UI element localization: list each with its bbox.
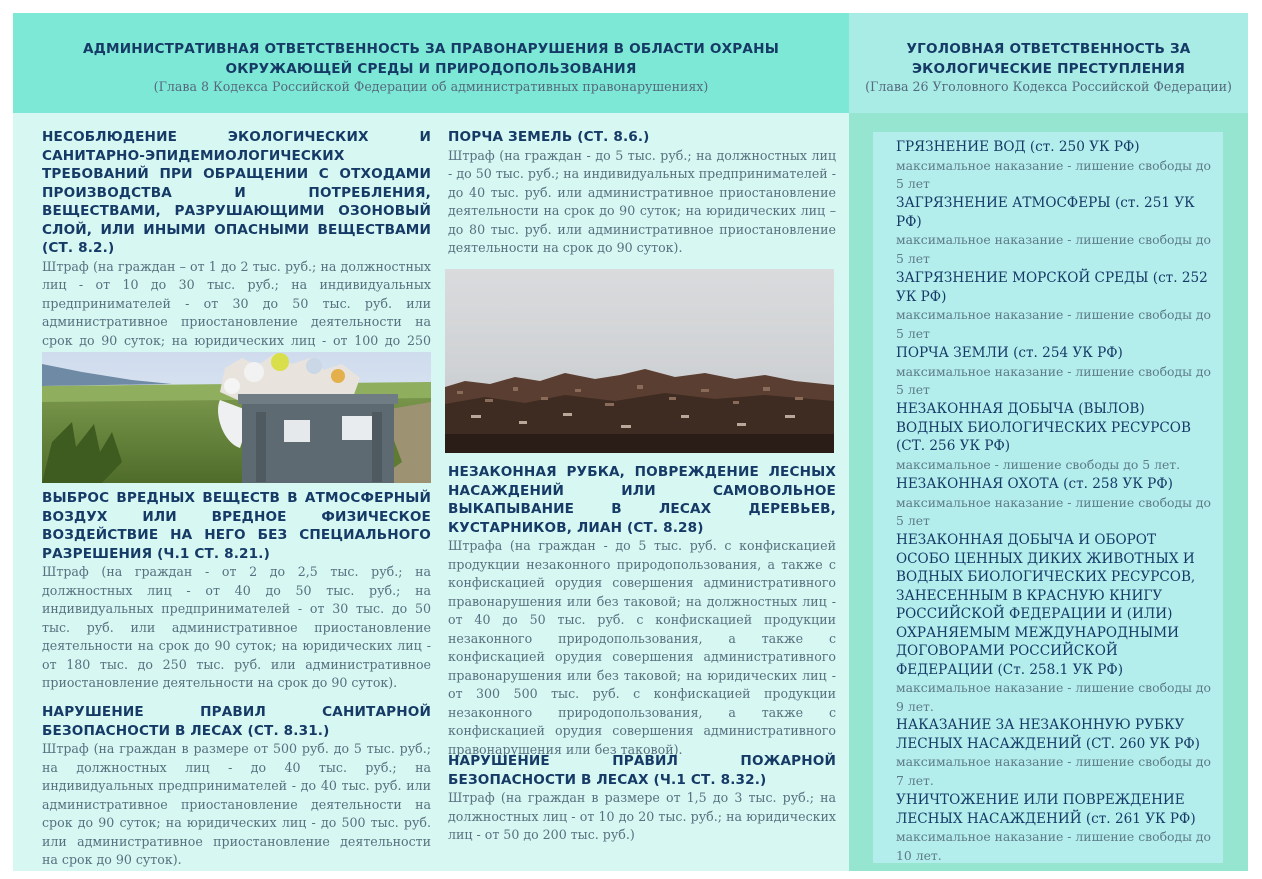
admin-section-fire-safety xyxy=(448,752,836,845)
section-heading: НАРУШЕНИЕ ПРАВИЛ САНИТАРНОЙ БЕЗОПАСНОСТИ В ЛЕСАХ (СТ. 8.31.) xyxy=(42,704,431,739)
criminal-item-penalty: максимальное наказание - лишение свободы до 5 лет xyxy=(896,307,1212,341)
criminal-item-title: ГРЯЗНЕНИЕ ВОД (ст. 250 УК РФ) xyxy=(896,139,1140,155)
section-body: Штраф (на граждан – от 1 до 2 тыс. руб.; на должностных лиц - от 10 до 30 тыс. руб.; на индивидуальных предпринимателей - от 30 до 50 тыс. руб. или административное приостановление деятельности на срок до 90 суток; на юридических лиц - от 100 до 250 xyxy=(42,258,431,348)
landfill-image xyxy=(445,269,834,453)
criminal-item-water xyxy=(896,138,1214,194)
criminal-item-rare-species xyxy=(896,531,1214,716)
criminal-item-penalty: максимальное наказание - лишение свободы до 5 лет xyxy=(896,232,1212,266)
criminal-header-title: УГОЛОВНАЯ ОТВЕТСТВЕННОСТЬ ЗА ЭКОЛОГИЧЕСКИЕ ПРЕСТУПЛЕНИЯ xyxy=(906,41,1191,77)
landfill-photo xyxy=(445,269,834,453)
criminal-item-title: НЕЗАКОННАЯ ДОБЫЧА (ВЫЛОВ) ВОДНЫХ БИОЛОГИЧЕСКИХ РЕСУРСОВ (СТ. 256 УК РФ) xyxy=(896,401,1191,454)
criminal-item-fishing xyxy=(896,400,1214,474)
criminal-item-penalty: максимальное наказание - лишение свободы до 10 лет. xyxy=(896,829,1212,863)
criminal-item-forest-destruction xyxy=(896,791,1214,865)
admin-section-waste xyxy=(42,128,431,387)
criminal-item-illegal-logging xyxy=(896,716,1214,790)
section-body: Штрафа (на граждан - до 5 тыс. руб. с конфискацией продукции незаконного природопользования, а также с конфискацией орудия совершения административного правонарушения или без таковой; на должностных лиц - от 40 до 50 тыс. руб. с конфискацией продукции незаконного природопользования, а также с конфискацией орудия совершения административного правонарушения или без таковой; на юридических лиц - от 300 500 тыс. руб. с конфискацией продукции незаконного природопользования, а также с конфискацией орудия совершения административного правонарушения или без таковой). xyxy=(448,538,836,757)
criminal-item-title: ЗАГРЯЗНЕНИЕ МОРСКОЙ СРЕДЫ (ст. 252 УК РФ) xyxy=(896,270,1208,305)
section-body: Штраф (на граждан - до 5 тыс. руб.; на должностных лиц - до 50 тыс. руб.; на индивидуальных предпринимателей - до 40 тыс. руб. или административное приостановление деятельности на срок до 90 суток; на юридических лиц – до 80 тыс. руб. или административное приостановление деятельности на срок до 90 суток). xyxy=(448,147,836,255)
admin-header xyxy=(13,13,849,113)
section-heading: НАРУШЕНИЕ ПРАВИЛ ПОЖАРНОЙ БЕЗОПАСНОСТИ В ЛЕСАХ (Ч.1 СТ. 8.32.) xyxy=(448,753,836,788)
section-body: Штраф (на граждан - от 2 до 2,5 тыс. руб.; на должностных лиц - от 40 до 50 тыс. руб.; на индивидуальных предпринимателей - от 30 тыс. до 50 тыс. руб. или административное приостановление деятельности на срок до 90 суток; на юридических лиц - от 180 тыс. до 250 тыс. руб. или административное приостановление деятельности на срок до 90 суток). xyxy=(42,564,431,690)
trash-bin-photo xyxy=(42,352,431,483)
admin-section-sanitary xyxy=(42,703,431,870)
criminal-item-title: ЗАГРЯЗНЕНИЕ АТМОСФЕРЫ (ст. 251 УК РФ) xyxy=(896,195,1195,230)
admin-section-land xyxy=(448,128,836,258)
admin-header-title: АДМИНИСТРАТИВНАЯ ОТВЕТСТВЕННОСТЬ ЗА ПРАВОНАРУШЕНИЯ В ОБЛАСТИ ОХРАНЫ ОКРУЖАЮЩЕЙ СРЕДЫ И ПРИРОДОПОЛЬЗОВАНИЯ xyxy=(82,41,780,77)
criminal-item-title: НЕЗАКОННАЯ ДОБЫЧА И ОБОРОТ ОСОБО ЦЕННЫХ ДИКИХ ЖИВОТНЫХ И ВОДНЫХ БИОЛОГИЧЕСКИХ РЕСУРСОВ, ЗАНЕСЕННЫМ В КРАСНУЮ КНИГУ РОССИЙСКОЙ ФЕДЕРАЦИИ И (ИЛИ) ОХРАНЯЕМЫМ МЕЖДУНАРОДНЫМИ ДОГОВОРАМИ РОССИЙСКОЙ ФЕДЕРАЦИИ (Ст. 258.1 УК РФ) xyxy=(896,532,1196,678)
criminal-item-penalty: максимальное - лишение свободы до 5 лет. xyxy=(896,456,1181,472)
trash-bin-image xyxy=(42,352,431,483)
criminal-item-land xyxy=(896,344,1214,400)
section-heading: ПОРЧА ЗЕМЕЛЬ (СТ. 8.6.) xyxy=(448,129,650,145)
section-heading: ВЫБРОС ВРЕДНЫХ ВЕЩЕСТВ В АТМОСФЕРНЫЙ ВОЗДУХ ИЛИ ВРЕДНОЕ ФИЗИЧЕСКОЕ ВОЗДЕЙСТВИЕ НА НЕГО БЕЗ СПЕЦИАЛЬНОГО РАЗРЕШЕНИЯ (Ч.1 СТ. 8.21.) xyxy=(42,490,431,562)
section-body: Штраф (на граждан в размере от 1,5 до 3 тыс. руб.; на должностных лиц - от 10 до 20 тыс. руб.; на юридических лиц - от 50 до 200 тыс. руб.) xyxy=(448,790,836,842)
section-heading: НЕЗАКОННАЯ РУБКА, ПОВРЕЖДЕНИЕ ЛЕСНЫХ НАСАЖДЕНИЙ ИЛИ САМОВОЛЬНОЕ ВЫКАПЫВАНИЕ В ЛЕСАХ ДЕРЕВЬЕВ, КУСТАРНИКОВ, ЛИАН (СТ. 8.28) xyxy=(448,464,836,536)
section-body: Штраф (на граждан в размере от 500 руб. до 5 тыс. руб.; на должностных лиц - до 40 тыс. руб.; на индивидуальных предпринимателей - до 40 тыс. руб. или административное приостановление деятельности на срок до 90 суток; на юридических лиц - до 500 тыс. руб. или административное приостановление деятельности на срок до 90 суток). xyxy=(42,741,431,867)
criminal-item-title: НАКАЗАНИЕ ЗА НЕЗАКОННУЮ РУБКУ ЛЕСНЫХ НАСАЖДЕНИЙ (СТ. 260 УК РФ) xyxy=(896,717,1200,752)
admin-section-air xyxy=(42,489,431,693)
criminal-item-penalty: максимальное наказание - лишение свободы до 5 лет xyxy=(896,363,1212,397)
criminal-item-title: УНИЧТОЖЕНИЕ ИЛИ ПОВРЕЖДЕНИЕ ЛЕСНЫХ НАСАЖДЕНИЙ (ст. 261 УК РФ) xyxy=(896,792,1196,827)
criminal-header xyxy=(849,13,1248,113)
criminal-item-title: ПОРЧА ЗЕМЛИ (ст. 254 УК РФ) xyxy=(896,345,1123,361)
criminal-item-penalty: максимальное наказание - лишение свободы до 5 лет xyxy=(896,494,1212,528)
criminal-item-penalty: максимальное наказание - лишение свободы до 9 лет. xyxy=(896,680,1212,714)
section-heading: НЕСОБЛЮДЕНИЕ ЭКОЛОГИЧЕСКИХ И САНИТАРНО-ЭПИДЕМИОЛОГИЧЕСКИХ ТРЕБОВАНИЙ ПРИ ОБРАЩЕНИИ С ОТХОДАМИ ПРОИЗВОДСТВА И ПОТРЕБЛЕНИЯ, ВЕЩЕСТВАМИ, РАЗРУШАЮЩИМИ ОЗОНОВЫЙ СЛОЙ, ИЛИ ИНЫМИ ОПАСНЫМИ ВЕЩЕСТВАМИ (СТ. 8.2.) xyxy=(42,129,431,256)
criminal-item-title: НЕЗАКОННАЯ ОХОТА (ст. 258 УК РФ) xyxy=(896,476,1173,492)
criminal-item-marine xyxy=(896,269,1214,343)
criminal-item-hunting xyxy=(896,475,1214,531)
criminal-item-penalty: максимальное наказание - лишение свободы до 7 лет. xyxy=(896,754,1212,788)
criminal-header-subtitle: (Глава 26 Уголовного Кодекса Российской Федерации) xyxy=(865,79,1232,94)
criminal-item-penalty: максимальное наказание - лишение свободы до 5 лет xyxy=(896,157,1212,191)
criminal-item-atmosphere xyxy=(896,194,1214,268)
admin-section-forest-cutting xyxy=(448,463,836,759)
admin-header-subtitle: (Глава 8 Кодекса Российской Федерации об административных правонарушениях) xyxy=(153,79,709,94)
